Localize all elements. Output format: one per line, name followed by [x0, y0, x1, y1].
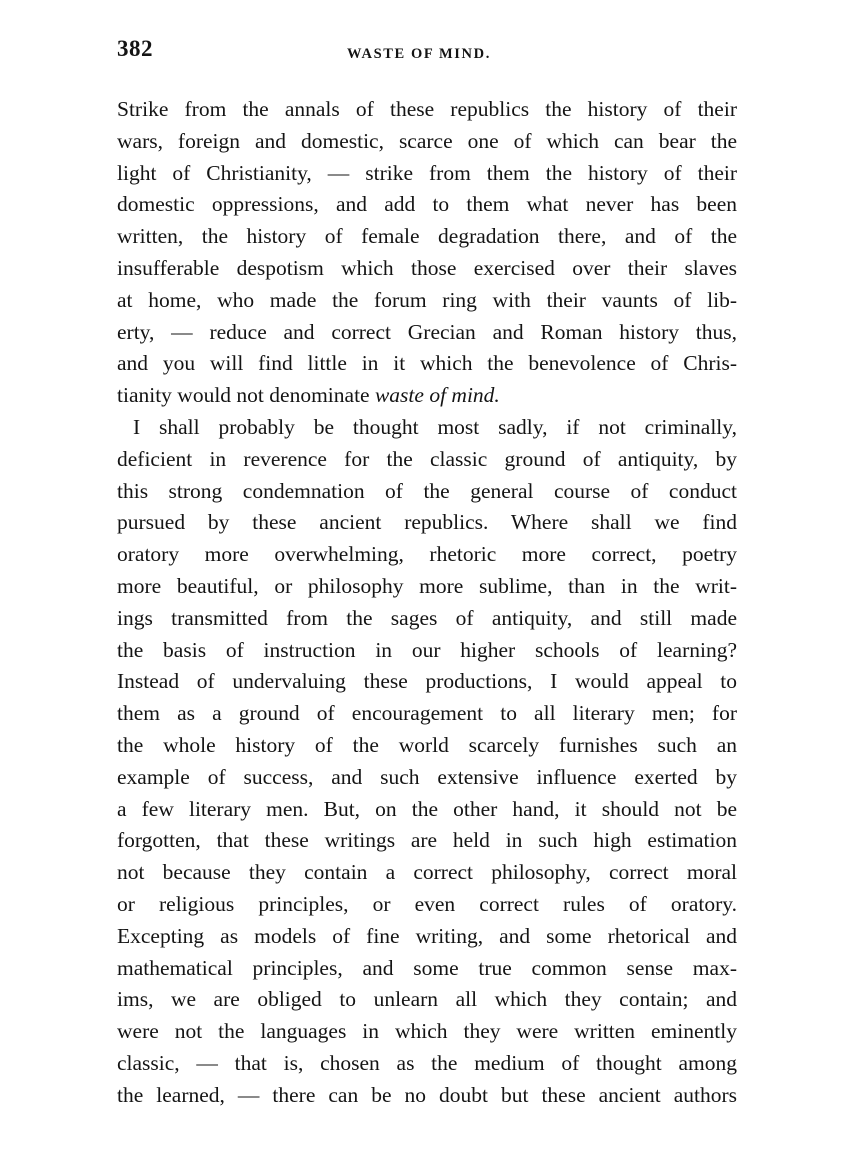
- text-run: tianity would not denominate: [117, 383, 375, 408]
- text-line: wars, foreign and domestic, scarce one of which can bear the: [117, 128, 737, 153]
- text-line: the whole history of the world scarcely furnishes such an: [117, 732, 737, 757]
- text-line: this strong condemnation of the general course of conduct: [117, 478, 737, 503]
- text-line: a few literary men. But, on the other hand, it should not be: [117, 796, 737, 821]
- text-line: them as a ground of encouragement to all literary men; for: [117, 701, 737, 726]
- text-line: pursued by these ancient republics. Where shall we find: [117, 510, 737, 535]
- paragraph-2: [117, 412, 737, 1112]
- running-head: WASTE OF MIND.: [347, 46, 491, 62]
- text-line: or religious principles, or even correct rules of oratory.: [117, 891, 737, 916]
- body-text: [117, 94, 737, 1112]
- page-number: 382: [117, 36, 153, 61]
- text-line: mathematical principles, and some true common sense max-: [117, 955, 737, 980]
- text-line: forgotten, that these writings are held in such high estimation: [117, 828, 737, 853]
- text-line: example of success, and such extensive influence exerted by: [117, 764, 737, 789]
- page-header: [117, 36, 737, 72]
- text-line: classic, — that is, chosen as the medium of thought among: [117, 1050, 737, 1075]
- text-line: were not the languages in which they were written eminently: [117, 1019, 737, 1044]
- text-line: Instead of undervaluing these productions, I would appeal to: [117, 669, 737, 694]
- text-line: erty, — reduce and correct Grecian and Roman history thus,: [117, 319, 737, 344]
- text-line-final: [117, 380, 737, 412]
- text-line: at home, who made the forum ring with their vaunts of lib-: [117, 287, 737, 312]
- text-line: Excepting as models of fine writing, and some rhetorical and: [117, 923, 737, 948]
- text-line: domestic oppressions, and add to them what never has been: [117, 192, 737, 217]
- paragraph-1: [117, 94, 737, 412]
- text-line: light of Christianity, — strike from them the history of their: [117, 160, 737, 185]
- text-line: written, the history of female degradation there, and of the: [117, 224, 737, 249]
- text-line: ims, we are obliged to unlearn all which they contain; and: [117, 987, 737, 1012]
- text-line: the learned, — there can be no doubt but these ancient authors: [117, 1082, 737, 1107]
- text-line: I shall probably be thought most sadly, if not criminally,: [133, 414, 737, 439]
- text-line: ings transmitted from the sages of antiquity, and still made: [117, 605, 737, 630]
- text-line: more beautiful, or philosophy more sublime, than in the writ-: [117, 573, 737, 598]
- text-line: not because they contain a correct philosophy, correct moral: [117, 860, 737, 885]
- italic-phrase: waste of mind.: [374, 383, 500, 408]
- text-line: deficient in reverence for the classic ground of antiquity, by: [117, 446, 737, 471]
- text-line: insufferable despotism which those exercised over their slaves: [117, 255, 737, 280]
- text-line: oratory more overwhelming, rhetoric more correct, poetry: [117, 542, 737, 567]
- text-line: Strike from the annals of these republics the history of their: [117, 97, 737, 121]
- text-line: the basis of instruction in our higher schools of learning?: [117, 637, 737, 662]
- text-line: and you will find little in it which the benevolence of Chris-: [117, 351, 737, 376]
